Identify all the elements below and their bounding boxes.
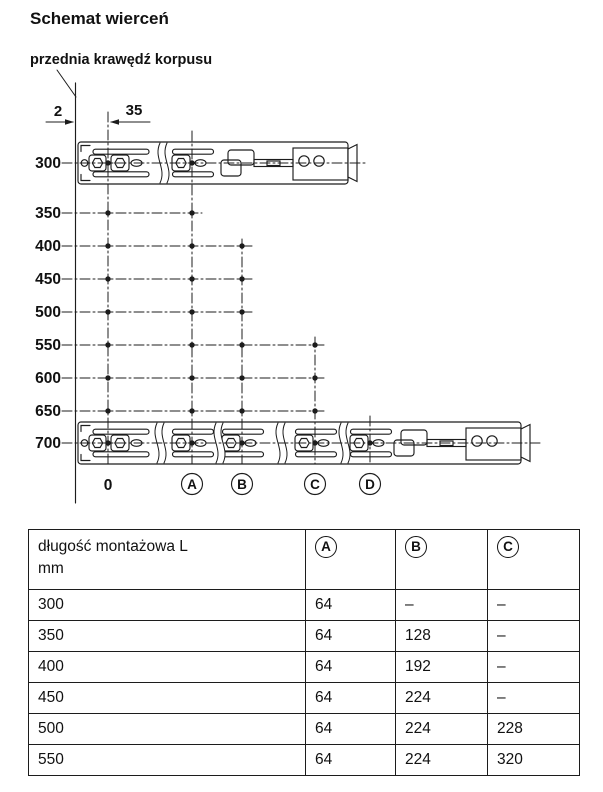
drill-point	[239, 309, 244, 314]
table-body	[29, 530, 580, 776]
drill-point	[189, 210, 194, 215]
cell-length: 500	[29, 714, 306, 745]
cell-value: 64	[306, 745, 396, 776]
cell-value: 192	[396, 652, 488, 683]
cell-value: –	[488, 652, 580, 683]
dim-arrow-left-icon	[110, 119, 119, 125]
cell-value: 320	[488, 745, 580, 776]
row-label-300: 300	[35, 155, 61, 172]
cell-value: –	[396, 590, 488, 621]
header-col-A	[306, 530, 396, 590]
drill-point	[105, 243, 110, 248]
drill-point	[189, 408, 194, 413]
header-col-B	[396, 530, 488, 590]
cell-value: 128	[396, 621, 488, 652]
front-edge-label: przednia krawędź korpusu	[30, 52, 213, 68]
drill-point	[189, 375, 194, 380]
cell-value: 224	[396, 683, 488, 714]
col-label-C: C	[310, 477, 320, 492]
drill-point	[312, 375, 317, 380]
dim-arrow-right-icon	[65, 119, 74, 125]
row-label-600: 600	[35, 370, 61, 387]
col-label-B: B	[237, 477, 247, 492]
drill-point	[189, 342, 194, 347]
table-row	[29, 745, 580, 776]
row-label-400: 400	[35, 238, 61, 255]
drill-point	[105, 276, 110, 281]
circled-B: B	[405, 536, 427, 558]
drill-point	[239, 342, 244, 347]
cell-value: 64	[306, 683, 396, 714]
row-label-550: 550	[35, 337, 61, 354]
cell-length: 350	[29, 621, 306, 652]
table-row	[29, 683, 580, 714]
row-label-350: 350	[35, 205, 61, 222]
cell-value: –	[488, 621, 580, 652]
circled-C: C	[497, 536, 519, 558]
cell-length: 450	[29, 683, 306, 714]
cell-value: 64	[306, 652, 396, 683]
slide-bodies	[78, 142, 530, 464]
drill-point	[105, 408, 110, 413]
drill-point	[105, 342, 110, 347]
circled-A: A	[315, 536, 337, 558]
dim-35-label: 35	[125, 102, 143, 119]
table-row	[29, 590, 580, 621]
cell-value: 224	[396, 745, 488, 776]
drill-point	[105, 210, 110, 215]
col-label-0: 0	[103, 477, 113, 494]
col-label-D: D	[365, 477, 375, 492]
drill-point	[312, 342, 317, 347]
table-row	[29, 621, 580, 652]
table-row	[29, 714, 580, 745]
drilling-table-wrap	[28, 529, 579, 776]
cell-length: 300	[29, 590, 306, 621]
page-title: Schemat wierceń	[30, 9, 169, 28]
header-col-C	[488, 530, 580, 590]
drill-point	[189, 309, 194, 314]
row-label-650: 650	[35, 403, 61, 420]
cell-length: 550	[29, 745, 306, 776]
drill-point	[189, 243, 194, 248]
table-row	[29, 652, 580, 683]
row-label-450: 450	[35, 271, 61, 288]
dim-2-label: 2	[53, 103, 63, 120]
slide-details	[81, 146, 392, 461]
row-label-500: 500	[35, 304, 61, 321]
table-header-row	[29, 530, 580, 590]
col-label-A: A	[187, 477, 197, 492]
cell-value: –	[488, 590, 580, 621]
drill-point	[239, 276, 244, 281]
cell-value: 64	[306, 590, 396, 621]
drill-point	[189, 276, 194, 281]
drill-point	[105, 309, 110, 314]
cell-value: –	[488, 683, 580, 714]
cell-value: 228	[488, 714, 580, 745]
header-length	[29, 530, 306, 590]
drilling-table	[28, 529, 580, 776]
leader-line	[57, 70, 76, 97]
row-label-700: 700	[35, 435, 61, 452]
header-length-line1: długość montażowa L	[38, 538, 188, 555]
drill-point	[239, 375, 244, 380]
slide-break-lines	[155, 143, 350, 463]
header-length-line2: mm	[38, 560, 64, 578]
drill-point	[239, 243, 244, 248]
cell-value: 224	[396, 714, 488, 745]
cell-value: 64	[306, 621, 396, 652]
drill-point	[105, 375, 110, 380]
cell-value: 64	[306, 714, 396, 745]
drill-point	[312, 408, 317, 413]
cell-length: 400	[29, 652, 306, 683]
drill-point	[239, 408, 244, 413]
